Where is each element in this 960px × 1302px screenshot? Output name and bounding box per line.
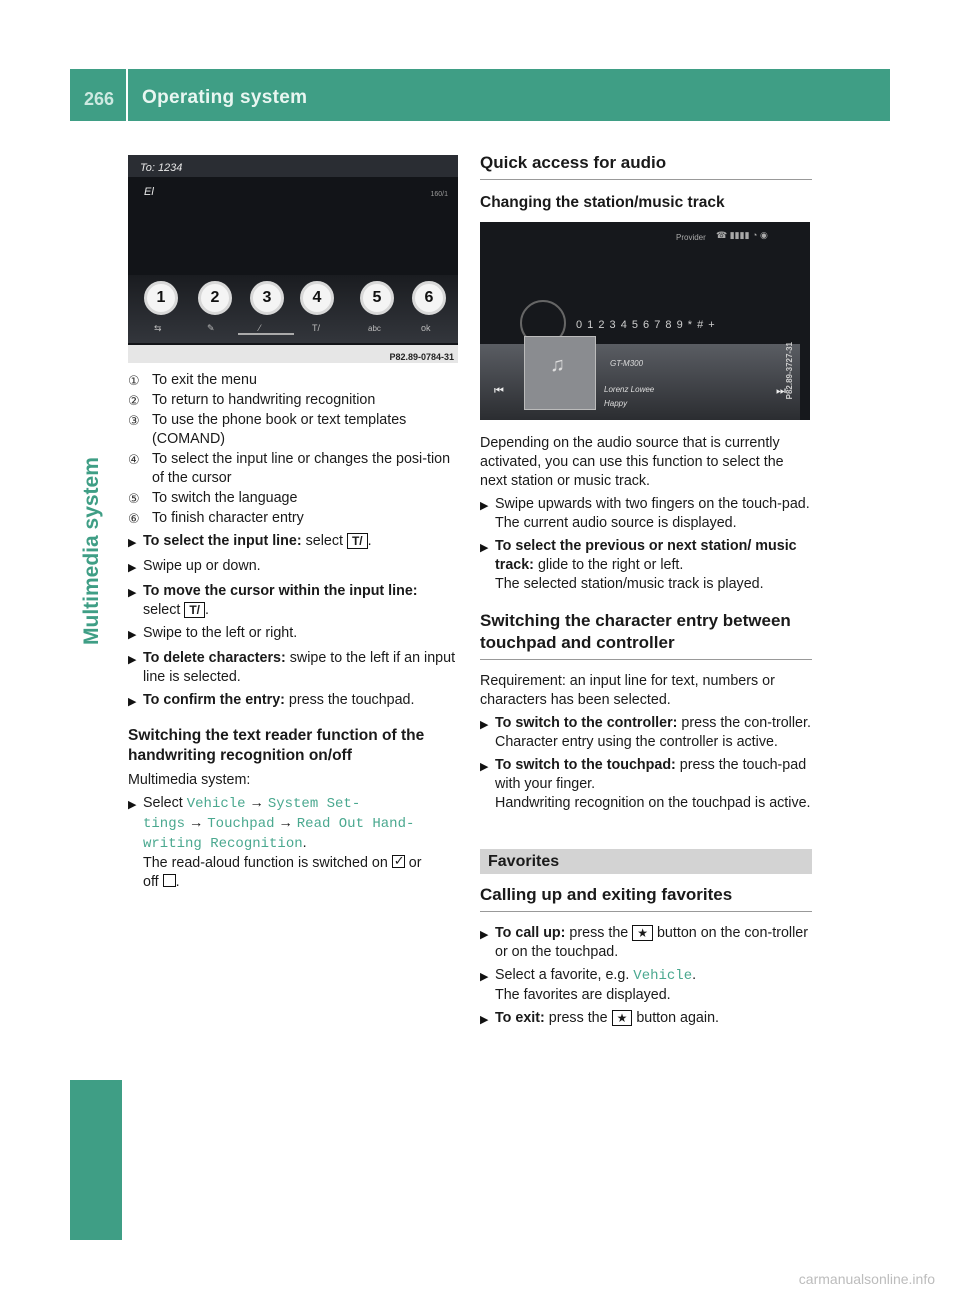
phonebook-button[interactable]: 3 — [250, 281, 284, 315]
input-line-key-icon: T/ — [347, 533, 368, 549]
step-arrow-icon: ▶ — [128, 799, 137, 811]
header-divider — [126, 69, 128, 121]
handwriting-screen-image — [128, 155, 458, 363]
step-arrow-icon: ▶ — [128, 654, 137, 666]
page-title: Operating system — [142, 87, 308, 108]
step-confirm-entry: ▶ To confirm the entry: press the touchpad. — [128, 691, 458, 712]
provider-label: Provider — [676, 233, 706, 242]
input-line-button[interactable]: 4 — [300, 281, 334, 315]
divider — [480, 659, 812, 660]
step-switch-controller: ▶ To switch to the controller: press the con-troller. Character entry using the controller is active. — [480, 715, 811, 750]
exit-menu-button[interactable]: 1 — [144, 281, 178, 315]
watermark: carmanualsonline.info — [798, 1271, 935, 1287]
section-heading: Switching the character entry between touchpad and controller — [480, 611, 791, 652]
exit-icon: ⇆ — [154, 323, 162, 333]
step-swipe-two-fingers: ▶ Swipe upwards with two fingers on the touch-pad. The current audio source is displayed. — [480, 496, 810, 531]
selection-underline — [238, 333, 294, 335]
step-arrow-icon: ▶ — [128, 537, 137, 549]
step-arrow-icon: ▶ — [480, 542, 489, 554]
menu-system-settings[interactable]: System Set‐ — [267, 796, 361, 812]
step-swipe-up-down: ▶ Swipe up or down. — [128, 557, 458, 578]
step-arrow-icon: ▶ — [128, 562, 137, 574]
step-call-up: ▶ To call up: press the ★ button on the con-troller or on the touchpad. — [480, 925, 808, 960]
section-heading: Quick access for audio — [480, 153, 667, 172]
music-note-icon: ♫ — [550, 354, 565, 376]
menu-vehicle[interactable]: Vehicle — [186, 796, 246, 812]
track-name: Happy — [604, 399, 628, 408]
ok-icon: ok — [421, 323, 431, 333]
checkbox-empty-icon — [163, 874, 176, 887]
language-icon: abc — [368, 324, 381, 333]
step-menu-path: ▶ Select Vehicle → System Set‐ tings → Touchpad → Read Out Hand‐ writing Recognition. The read-aloud function is switched on ✓ or off . — [128, 795, 422, 890]
step-select-input-line: ▶ To select the input line: select T/ . — [128, 532, 458, 553]
section-intro: Multimedia system: — [128, 772, 251, 788]
favorites-banner: Favorites — [480, 849, 812, 874]
legend-item: ② To return to handwriting recognition — [128, 392, 376, 408]
step-swipe-left-right: ▶ Swipe to the left or right. — [128, 624, 458, 645]
section-heading: Calling up and exiting favorites — [480, 885, 733, 904]
step-switch-touchpad: ▶ To switch to the touchpad: press the touch-pad with your finger. Handwriting recognition on the touchpad is active. — [480, 757, 811, 811]
figure-code: P82.89-0784-31 — [389, 352, 454, 362]
legend-item: ④ To select the input line or changes the posi-tion of the cursor — [128, 451, 451, 486]
station-name: GT-M300 — [610, 359, 644, 368]
legend-list — [128, 371, 458, 528]
subsection-heading: Changing the station/music track — [480, 194, 725, 211]
cursor-icon: T/ — [312, 323, 320, 333]
divider — [480, 179, 812, 180]
audio-screen-image — [480, 222, 810, 420]
menu-touchpad[interactable]: Touchpad — [207, 816, 275, 832]
step-delete-characters: ▶ To delete characters: swipe to the left if an input line is selected. — [128, 650, 456, 685]
right-column — [480, 150, 812, 1030]
pen-icon: ⁄ — [259, 323, 261, 333]
favorites-key-icon: ★ — [612, 1010, 633, 1026]
step-exit: ▶ To exit: press the ★ button again. — [480, 1009, 812, 1030]
next-track-icon[interactable]: ⏭ — [776, 385, 786, 397]
requirement-text: Requirement: an input line for text, numbers or characters has been selected. — [480, 673, 775, 708]
step-arrow-icon: ▶ — [480, 719, 489, 731]
paragraph: Depending on the audio source that is currently activated, you can use this function to select the next station or music track. — [480, 435, 784, 489]
handwriting-icon: ✎ — [207, 323, 215, 333]
step-arrow-icon: ▶ — [480, 1014, 489, 1026]
step-move-cursor: ▶ To move the cursor within the input line: select T/ . — [128, 583, 418, 618]
left-column — [128, 155, 458, 892]
section-heading: Switching the text reader function of the handwriting recognition on/off — [128, 727, 425, 764]
divider — [480, 911, 812, 912]
step-arrow-icon: ▶ — [480, 761, 489, 773]
checkbox-checked-icon: ✓ — [393, 853, 405, 868]
previous-track-icon[interactable]: ⏮ — [494, 385, 504, 397]
legend-item: ③ To use the phone book or text templates (COMAND) — [128, 412, 407, 447]
input-line-key-icon: T/ — [184, 602, 205, 618]
finish-entry-button[interactable]: 6 — [412, 281, 446, 315]
phone-icon: ☎ ▮▮▮▮ ◔ ◉ — [716, 230, 768, 240]
legend-item: ① To exit the menu — [128, 372, 257, 388]
language-button[interactable]: 5 — [360, 281, 394, 315]
step-arrow-icon: ▶ — [128, 629, 137, 641]
handwriting-button[interactable]: 2 — [198, 281, 232, 315]
input-line-text: El — [144, 186, 154, 198]
menu-read-out-cont[interactable]: writing Recognition — [143, 836, 303, 852]
step-arrow-icon: ▶ — [128, 587, 137, 599]
step-select-station: ▶ To select the previous or next station/ music track: glide to the right or left. The selected station/music track is played. — [480, 538, 797, 592]
figure-code: P82.89-3727-31 — [785, 342, 794, 400]
dial-digits: 0 1 2 3 4 5 6 7 8 9 * # + — [576, 319, 716, 331]
chapter-tab — [70, 1080, 122, 1240]
step-select-favorite: ▶ Select a favorite, e.g. Vehicle. The favorites are displayed. — [480, 967, 697, 1003]
legend-item: ⑥ To finish character entry — [128, 510, 304, 526]
menu-vehicle[interactable]: Vehicle — [633, 968, 693, 984]
recipient-label: To: 1234 — [140, 162, 183, 174]
menu-read-out[interactable]: Read Out Hand‐ — [296, 816, 415, 832]
legend-item: ⑤ To switch the language — [128, 490, 298, 506]
page-header — [70, 69, 890, 121]
step-arrow-icon: ▶ — [480, 971, 489, 983]
artist-name: Lorenz Lowee — [604, 385, 655, 394]
step-arrow-icon: ▶ — [480, 929, 489, 941]
step-arrow-icon: ▶ — [128, 696, 137, 708]
menu-system-settings-cont[interactable]: tings — [143, 816, 186, 832]
favorites-key-icon: ★ — [632, 925, 653, 941]
step-arrow-icon: ▶ — [480, 500, 489, 512]
char-counter: 160/1 — [430, 191, 448, 198]
page-number: 266 — [84, 89, 115, 109]
